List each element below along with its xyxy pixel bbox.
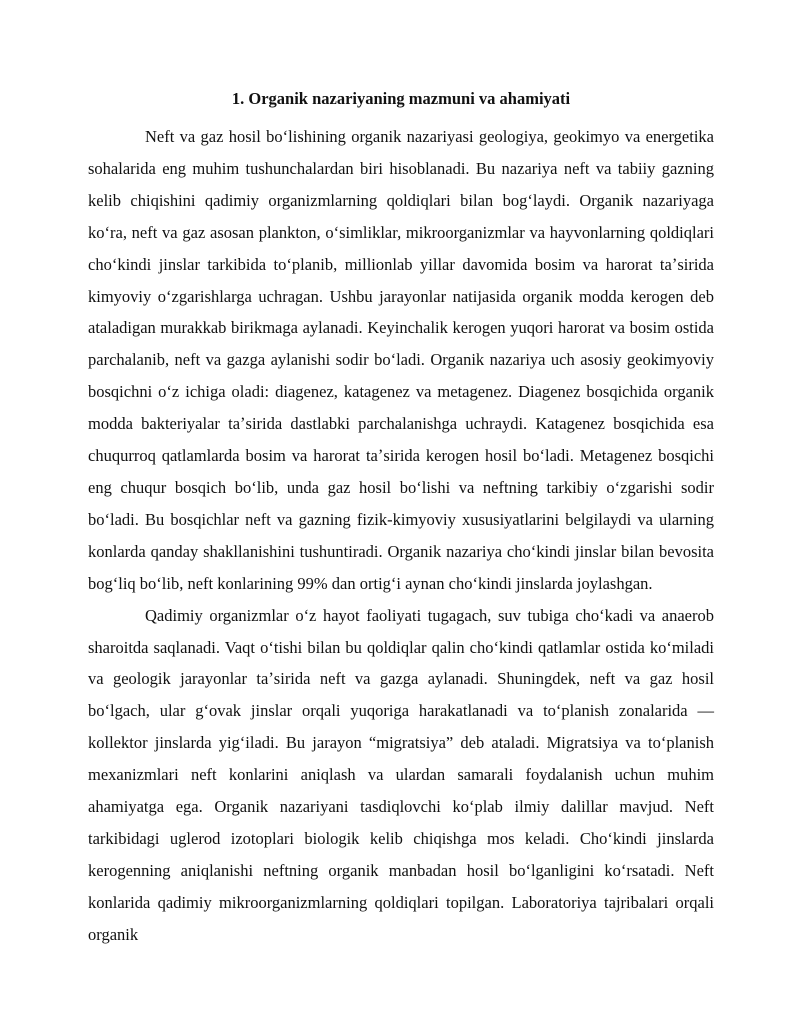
body-paragraph-1: Neft va gaz hosil boʻlishining organik nazariyasi geologiya, geokimyo va energetika sohalarida eng muhim tushunchalardan biri hisoblanadi. Bu nazariya neft va tabiiy gazning kelib chiqishini qadimiy organizmlarning qoldiqlari bilan bogʻlaydi. Organik nazariyaga koʻra, neft va gaz asosan plankton, oʻsimliklar, mikroorganizmlar va hayvonlarning qoldiqlari choʻkindi jinslar tarkibida toʻplanib, millionlab yillar davomida bosim va harorat taʼsirida kimyoviy oʻzgarishlarga uchragan. Ushbu jarayonlar natijasida organik modda kerogen deb ataladigan murakkab birikmaga aylanadi. Keyinchalik kerogen yuqori harorat va bosim ostida parchalanib, neft va gazga aylanishi sodir boʻladi. Organik nazariya uch asosiy geokimyoviy bosqichni oʻz ichiga oladi: diagenez, katagenez va metagenez. Diagenez bosqichida organik modda bakteriyalar taʼsirida dastlabki parchalanishga uchraydi. Katagenez bosqichida esa chuqurroq qatlamlarda bosim va harorat taʼsirida kerogen hosil boʻladi. Metagenez bosqichi eng chuqur bosqich boʻlib, unda gaz hosil boʻlishi va neftning tarkibiy oʻzgarishi sodir boʻladi. Bu bosqichlar neft va gazning fizik-kimyoviy xususiyatlarini belgilaydi va ularning konlarda qanday shakllanishini tushuntiradi. Organik nazariya choʻkindi jinslar bilan bevosita bogʻliq boʻlib, neft konlarining 99% dan ortigʻi aynan choʻkindi jinslarda joylashgan. [88, 127, 714, 593]
document-page [88, 87, 714, 951]
body-paragraph-2: Qadimiy organizmlar oʻz hayot faoliyati tugagach, suv tubiga choʻkadi va anaerob sharoitda saqlanadi. Vaqt oʻtishi bilan bu qoldiqlar qalin choʻkindi qatlamlar ostida koʻmiladi va geologik jarayonlar taʼsirida neft va gazga aylanadi. Shuningdek, neft va gaz hosil boʻlgach, ular gʻovak jinslar orqali yuqoriga harakatlanadi va toʻplanish zonalarida — kollektor jinslarda yigʻiladi. Bu jarayon “migratsiya” deb ataladi. Migratsiya va toʻplanish mexanizmlari neft konlarini aniqlash va ulardan samarali foydalanish uchun muhim ahamiyatga ega. Organik nazariyani tasdiqlovchi koʻplab ilmiy dalillar mavjud. Neft tarkibidagi uglerod izotoplari biologik kelib chiqishga mos keladi. Choʻkindi jinslarda kerogenning aniqlanishi neftning organik manbadan hosil boʻlganligini koʻrsatadi. Neft konlarida qadimiy mikroorganizmlarning qoldiqlari topilgan. Laboratoriya tajribalari orqali organik [88, 605, 714, 944]
section-heading: 1. Organik nazariyaning mazmuni va ahamiyati [231, 89, 571, 108]
